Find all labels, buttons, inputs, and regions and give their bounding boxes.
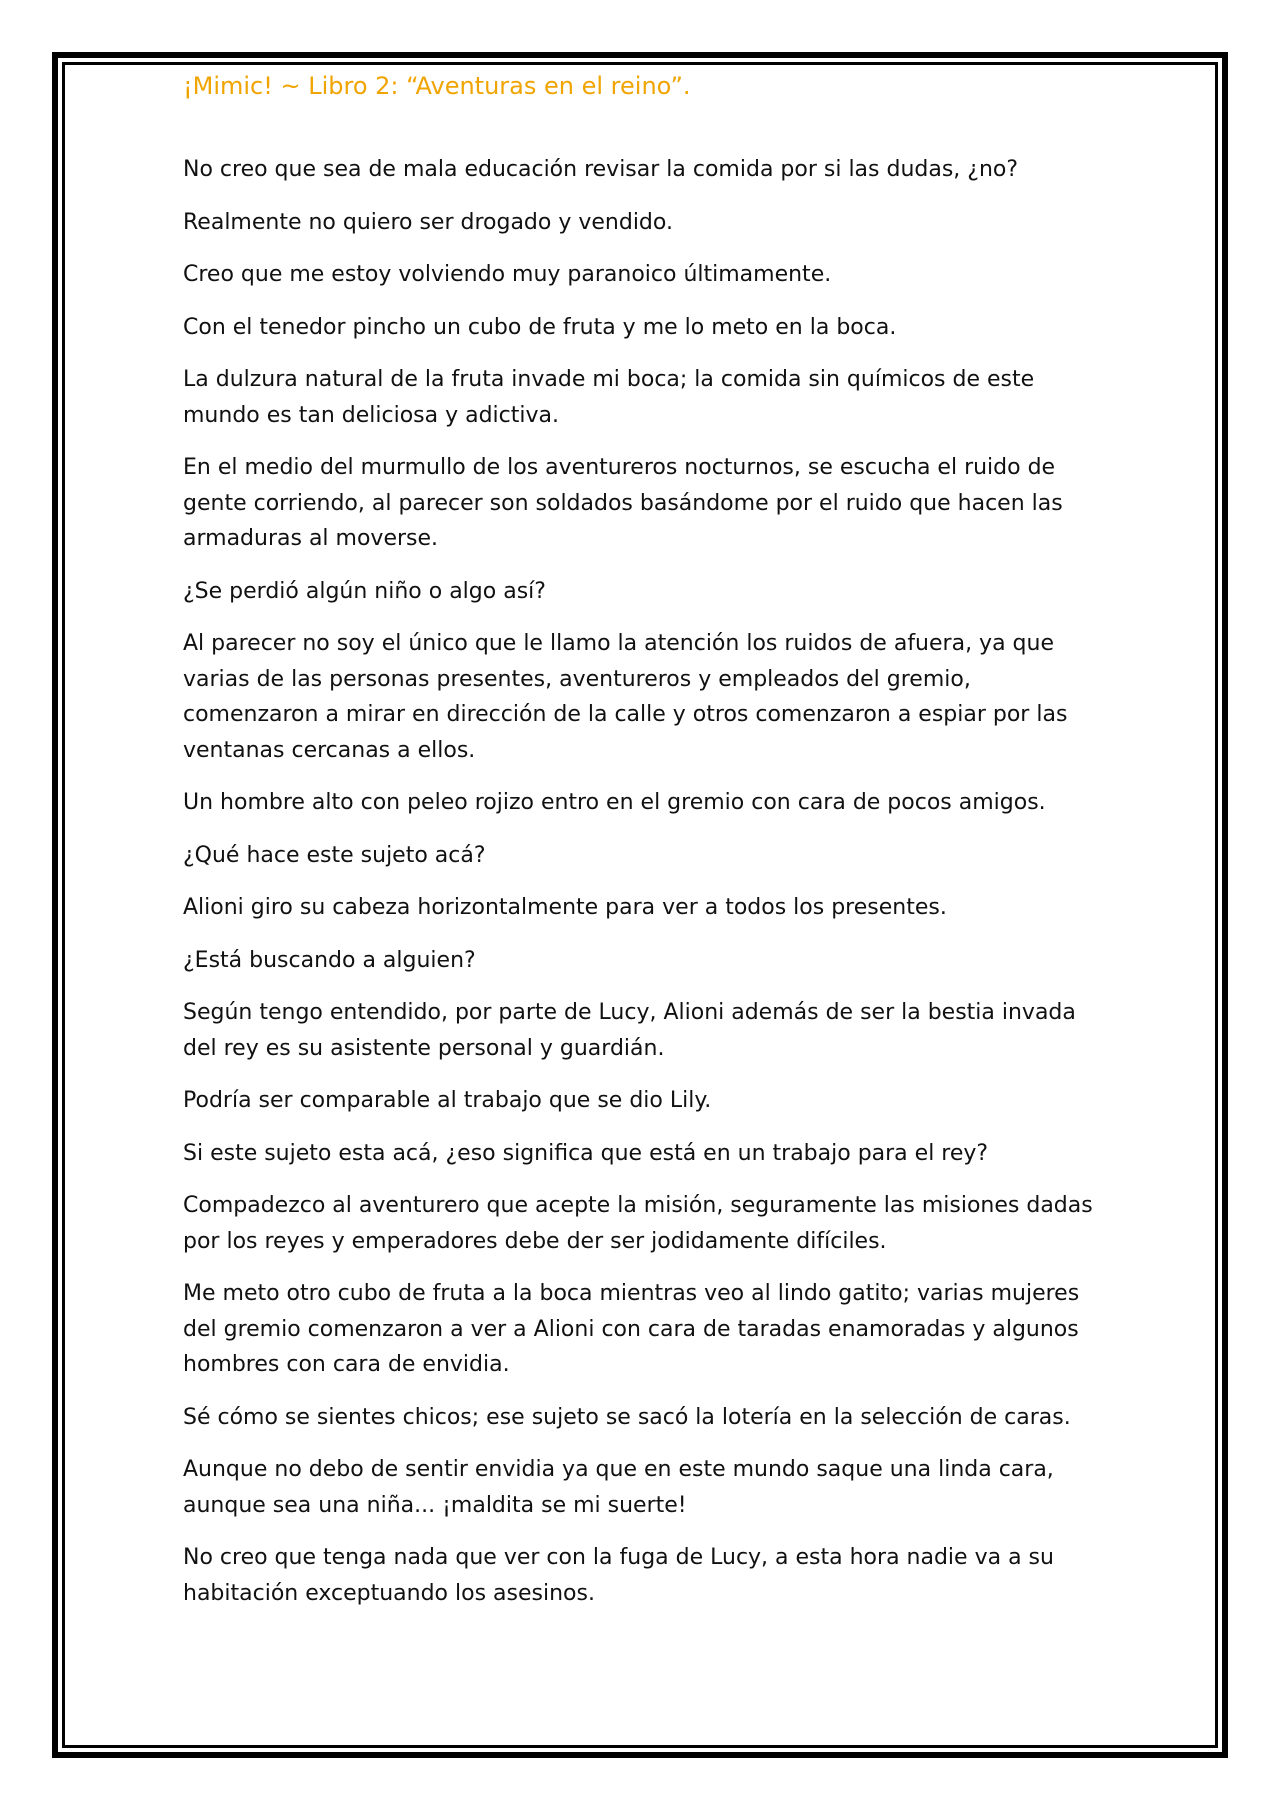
paragraph: Sé cómo se sientes chicos; ese sujeto se sacó la lotería en la selección de caras. (183, 1404, 1071, 1430)
paragraph: Según tengo entendido, por parte de Lucy, Alioni además de ser la bestia invada del rey es su asistente personal y guardián. (183, 1000, 1076, 1061)
paragraph: Si este sujeto esta acá, ¿eso significa que está en un trabajo para el rey? (183, 1140, 989, 1166)
paragraph: Un hombre alto con peleo rojizo entro en el gremio con cara de pocos amigos. (183, 790, 1046, 815)
paragraph: Podría ser comparable al trabajo que se dio Lily. (183, 1088, 712, 1113)
book-header: ¡Mimic! ~ Libro 2: “Aventuras en el reino”. (183, 72, 691, 100)
paragraph: Con el tenedor pincho un cubo de fruta y me lo meto en la boca. (183, 314, 897, 340)
paragraph: Realmente no quiero ser drogado y vendido. (183, 209, 673, 235)
paragraph: Aunque no debo de sentir envidia ya que en este mundo saque una linda cara, aunque sea una niña... ¡maldita se mi suerte! (183, 1457, 1054, 1518)
paragraph: ¿Está buscando a alguien? (183, 947, 476, 973)
paragraph: La dulzura natural de la fruta invade mi boca; la comida sin químicos de este mundo es tan deliciosa y adictiva. (183, 367, 1035, 428)
paragraph: Al parecer no soy el único que le llamo la atención los ruidos de afuera, ya que varias de las personas presentes, aventureros y empleados del gremio, comenzaron a mirar en dirección de la calle y otros comenzaron a espiar por las ventanas cercanas a ellos. (183, 631, 1068, 763)
paragraph: Me meto otro cubo de fruta a la boca mientras veo al lindo gatito; varias mujeres del gremio comenzaron a ver a Alioni con cara de taradas enamoradas y algunos hombres con cara de envidia. (183, 1281, 1080, 1377)
paragraph: ¿Se perdió algún niño o algo así? (183, 578, 546, 604)
paragraph: No creo que tenga nada que ver con la fuga de Lucy, a esta hora nadie va a su habitación exceptuando los asesinos. (183, 1545, 1054, 1606)
paragraph: En el medio del murmullo de los aventureros nocturnos, se escucha el ruido de gente corriendo, al parecer son soldados basándome por el ruido que hacen las armaduras al moverse. (183, 455, 1063, 551)
paragraph: No creo que sea de mala educación revisar la comida por si las dudas, ¿no? (183, 157, 1019, 182)
paragraph: Alioni giro su cabeza horizontalmente para ver a todos los presentes. (183, 895, 947, 920)
paragraph: ¿Qué hace este sujeto acá? (183, 842, 486, 868)
paragraph: Creo que me estoy volviendo muy paranoico últimamente. (183, 262, 832, 287)
paragraph: Compadezco al aventurero que acepte la misión, seguramente las misiones dadas por los reyes y emperadores debe der ser jodidamente difíciles. (183, 1193, 1093, 1254)
body-text (183, 152, 1113, 1628)
